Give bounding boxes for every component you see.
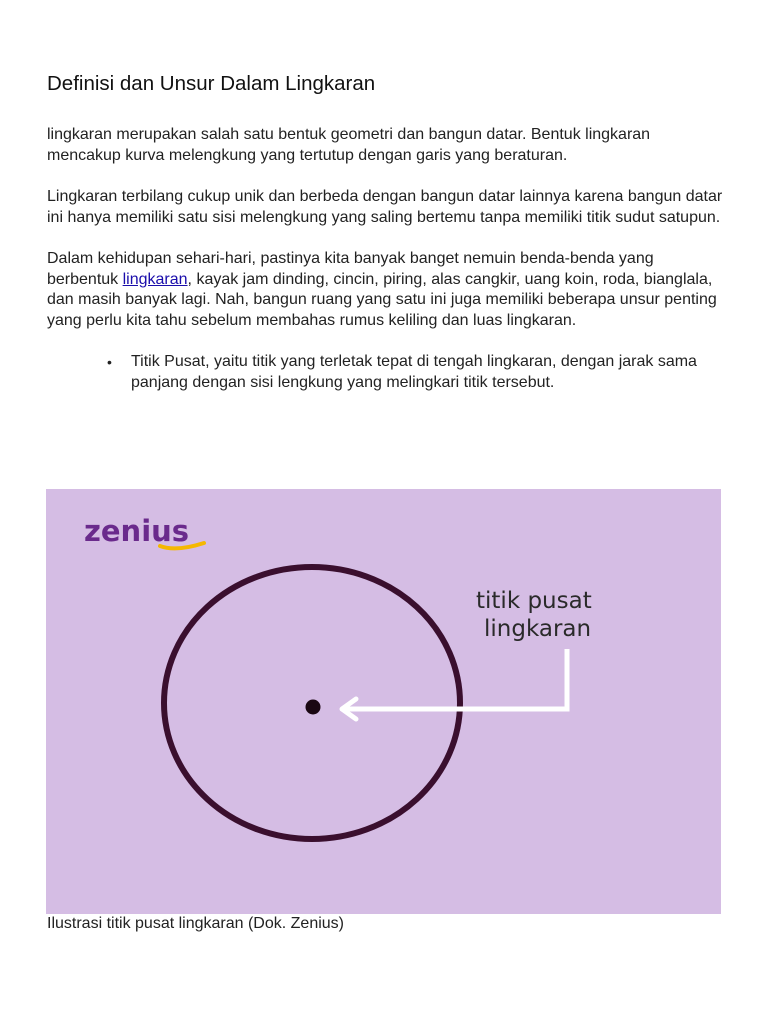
label-line-2: lingkaran bbox=[484, 616, 592, 642]
label-line-1: titik pusat bbox=[476, 588, 592, 614]
illustration-figure bbox=[46, 489, 721, 914]
paragraph-examples bbox=[47, 249, 727, 331]
list-item-text: Titik Pusat, yaitu titik yang terletak tepat di tengah lingkaran, dengan jarak sama panjang dengan sisi lengkung yang melingkari titik tersebut. bbox=[131, 353, 697, 391]
paragraph-examples-text-end: , kayak jam dinding, cincin, piring, alas cangkir, uang koin, roda, bianglala, dan masih banyak lagi. Nah, bangun ruang yang satu ini juga memiliki beberapa unsur penting yang perlu kita tahu sebelum membahas rumus keliling dan luas lingkaran. bbox=[47, 270, 717, 329]
center-point bbox=[306, 700, 321, 715]
figure-caption: Ilustrasi titik pusat lingkaran (Dok. Zenius) bbox=[47, 915, 344, 932]
illustration-svg bbox=[46, 489, 721, 914]
article-title: Definisi dan Unsur Dalam Lingkaran bbox=[47, 72, 376, 95]
paragraph-uniqueness: Lingkaran terbilang cukup unik dan berbeda dengan bangun datar lainnya karena bangun datar ini hanya memiliki satu sisi melengkung yang saling bertemu tanpa memiliki titik sudut satupun. bbox=[47, 188, 723, 226]
article bbox=[47, 70, 727, 393]
bullet-icon: • bbox=[107, 354, 112, 370]
list-item bbox=[107, 352, 701, 393]
zenius-logo: zenius bbox=[84, 514, 190, 548]
lingkaran-link[interactable]: lingkaran bbox=[122, 270, 188, 288]
paragraph-examples-text-start: Dalam kehidupan sehari-hari, pastinya kita banyak banget nemuin benda-benda yang berbentuk bbox=[47, 250, 654, 288]
elements-list bbox=[47, 352, 727, 393]
paragraph-definition: lingkaran merupakan salah satu bentuk geometri dan bangun datar. Bentuk lingkaran mencakup kurva melengkung yang tertutup dengan garis yang beraturan. bbox=[47, 126, 651, 164]
